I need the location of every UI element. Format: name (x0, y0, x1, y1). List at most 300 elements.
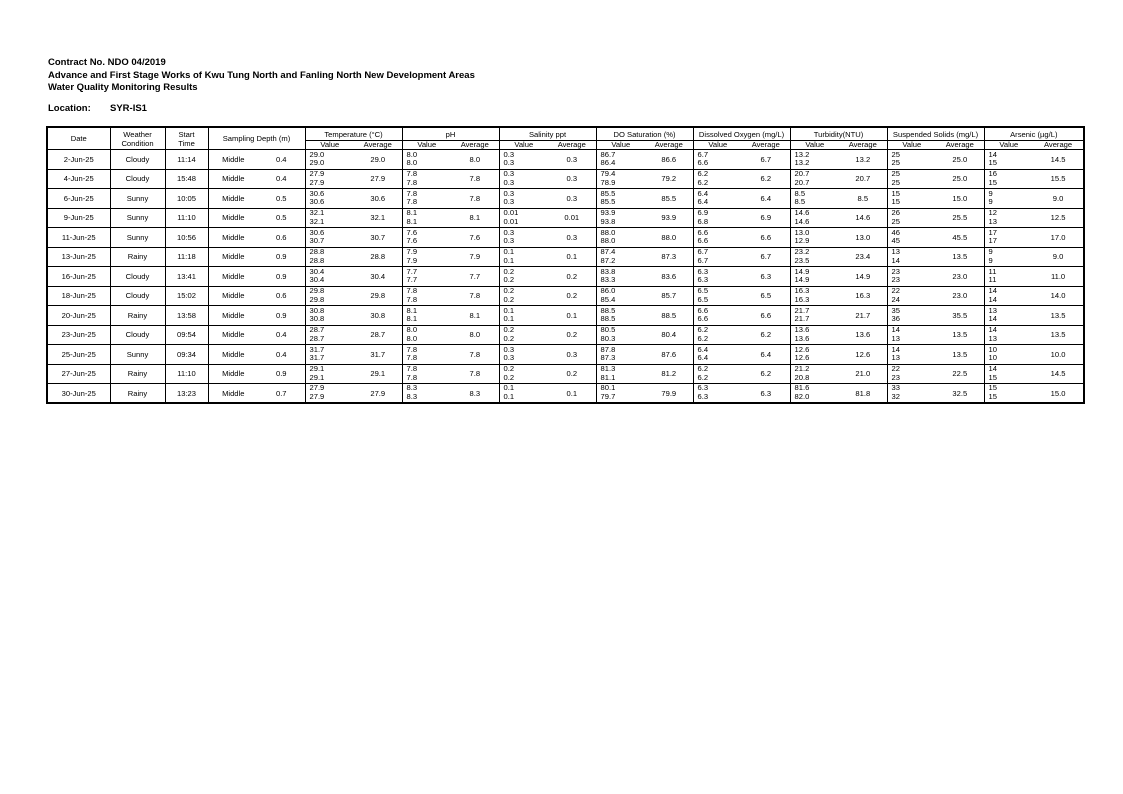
value-reading-1: 12 (988, 208, 997, 218)
average-cell: 0.01 (548, 208, 596, 228)
value-reading-1: 88.5 (600, 305, 616, 315)
depth-label-cell: Middle (222, 349, 245, 359)
value-reading-1: 7.8 (406, 286, 418, 296)
table-row (47, 228, 1084, 248)
value-reading-2: 0.1 (503, 314, 515, 324)
value-reading-2: 7.8 (406, 197, 418, 207)
depth-cell: 0.4 (258, 325, 305, 345)
value-cell (402, 189, 451, 209)
value-cell (305, 247, 354, 267)
average-cell: 87.3 (645, 247, 693, 267)
average-cell: 0.1 (548, 306, 596, 326)
value-cell (887, 228, 936, 248)
value-reading-2: 8.0 (406, 333, 418, 343)
date-cell: 27-Jun-25 (47, 364, 110, 384)
table-row (47, 150, 1084, 170)
value-reading-1: 31.7 (309, 344, 325, 354)
weather-cell: Rainy (110, 306, 165, 326)
value-reading-1: 0.3 (503, 227, 515, 237)
average-cell: 81.2 (645, 364, 693, 384)
value-cell (305, 150, 354, 170)
value-reading-2: 11 (988, 275, 997, 285)
value-reading-2: 15 (988, 392, 997, 401)
value-cell (790, 306, 839, 326)
value-reading-1: 26 (891, 208, 900, 218)
depth-label-cell: Middle (222, 252, 245, 262)
param-header: Dissolved Oxygen (mg/L) (693, 127, 790, 141)
value-reading-2: 6.8 (697, 216, 709, 226)
depth-cell: 0.9 (258, 364, 305, 384)
average-cell: 31.7 (354, 345, 402, 365)
value-cell (984, 169, 1033, 189)
value-reading-2: 45 (891, 236, 900, 246)
average-cell: 13.5 (936, 325, 984, 345)
value-subheader: Value (984, 141, 1033, 150)
value-reading-1: 8.1 (406, 208, 418, 218)
value-reading-2: 23.5 (794, 255, 810, 265)
value-reading-1: 6.3 (697, 383, 709, 393)
average-cell: 14.5 (1050, 154, 1066, 164)
value-cell (984, 267, 1033, 287)
table-row (47, 247, 1084, 267)
value-reading-2: 93.8 (600, 216, 616, 226)
param-header: Arsenic (µg/L) (984, 127, 1084, 141)
value-reading-2: 15 (988, 177, 997, 187)
average-cell: 30.7 (354, 228, 402, 248)
value-reading-1: 30.6 (309, 188, 325, 198)
value-reading-1: 13 (988, 305, 997, 315)
value-reading-2: 31.7 (309, 353, 325, 363)
value-cell (887, 364, 936, 384)
value-cell (984, 306, 1033, 326)
value-cell (499, 306, 548, 326)
value-reading-1: 14 (988, 149, 997, 159)
value-reading-2: 0.3 (503, 158, 515, 168)
value-reading-2: 0.3 (503, 236, 515, 246)
weather-cell: Rainy (110, 247, 165, 267)
start-time-cell: 11:14 (165, 150, 208, 170)
average-cell: 7.8 (451, 364, 499, 384)
value-cell (693, 364, 742, 384)
value-reading-1: 6.5 (697, 286, 709, 296)
average-cell: 8.0 (451, 150, 499, 170)
value-reading-1: 13.6 (794, 325, 810, 335)
average-subheader: Average (354, 141, 402, 150)
start-time-cell: 09:54 (165, 325, 208, 345)
value-reading-1: 13.2 (794, 149, 810, 159)
value-reading-1: 8.5 (794, 188, 806, 198)
average-cell: 29.0 (354, 150, 402, 170)
value-reading-1: 17 (988, 227, 997, 237)
average-cell: 25.0 (936, 169, 984, 189)
value-reading-1: 87.4 (600, 247, 616, 257)
average-cell: 6.4 (742, 345, 790, 365)
depth-label-cell: Middle (222, 271, 245, 281)
value-reading-2: 80.3 (600, 333, 616, 343)
value-cell (984, 364, 1033, 384)
value-reading-1: 6.7 (697, 247, 709, 257)
value-reading-2: 20.8 (794, 372, 810, 382)
depth-label-cell: Middle (222, 330, 245, 340)
value-reading-1: 21.2 (794, 364, 810, 374)
table-row (47, 306, 1084, 326)
value-cell (402, 228, 451, 248)
value-reading-1: 33 (891, 383, 900, 393)
average-cell: 7.8 (451, 189, 499, 209)
average-cell: 87.6 (645, 345, 693, 365)
value-reading-2: 8.5 (794, 197, 806, 207)
depth-label-cell: Middle (222, 291, 245, 301)
value-reading-2: 13 (891, 333, 900, 343)
depth-label-cell: Middle (222, 369, 245, 379)
value-reading-2: 85.5 (600, 197, 616, 207)
param-header: DO Saturation (%) (596, 127, 693, 141)
value-cell (596, 364, 645, 384)
value-reading-2: 0.3 (503, 353, 515, 363)
value-reading-2: 6.5 (697, 294, 709, 304)
value-cell (984, 208, 1033, 228)
value-cell (887, 384, 936, 404)
weather-cell: Cloudy (110, 325, 165, 345)
value-reading-1: 7.8 (406, 344, 418, 354)
value-cell (596, 325, 645, 345)
depth-cell: 0.4 (258, 169, 305, 189)
date-cell: 25-Jun-25 (47, 345, 110, 365)
weather-cell: Sunny (110, 228, 165, 248)
value-reading-1: 28.7 (309, 325, 325, 335)
value-reading-2: 6.3 (697, 392, 709, 401)
depth-cell: 0.6 (258, 286, 305, 306)
value-reading-2: 83.3 (600, 275, 616, 285)
weather-cell: Rainy (110, 364, 165, 384)
average-cell: 8.1 (451, 306, 499, 326)
value-cell (499, 325, 548, 345)
value-cell (596, 169, 645, 189)
value-reading-2: 6.2 (697, 333, 709, 343)
value-reading-1: 20.7 (794, 169, 810, 179)
value-reading-2: 12.6 (794, 353, 810, 363)
value-reading-2: 78.9 (600, 177, 616, 187)
value-reading-1: 13.0 (794, 227, 810, 237)
value-reading-1: 79.4 (600, 169, 616, 179)
average-cell: 0.2 (548, 325, 596, 345)
start-time-cell: 11:18 (165, 247, 208, 267)
value-cell (693, 189, 742, 209)
value-reading-1: 0.3 (503, 344, 515, 354)
value-reading-1: 7.8 (406, 188, 418, 198)
average-cell: 32.5 (936, 384, 984, 404)
value-reading-1: 6.7 (697, 149, 709, 159)
depth-cell: 0.9 (258, 267, 305, 287)
average-cell: 14.5 (1050, 369, 1066, 379)
value-reading-2: 29.0 (309, 158, 325, 168)
value-reading-1: 14.9 (794, 266, 810, 276)
value-reading-1: 9 (988, 188, 993, 198)
value-reading-2: 13 (988, 216, 997, 226)
value-reading-1: 12.6 (794, 344, 810, 354)
value-reading-2: 82.0 (794, 392, 810, 401)
average-cell: 27.9 (354, 384, 402, 404)
value-reading-2: 0.3 (503, 177, 515, 187)
value-reading-2: 15 (988, 372, 997, 382)
value-reading-2: 17 (988, 236, 997, 246)
value-cell (499, 208, 548, 228)
average-cell: 6.3 (742, 267, 790, 287)
value-reading-2: 15 (988, 158, 997, 168)
value-cell (499, 286, 548, 306)
value-cell (887, 169, 936, 189)
depth-label-cell: Middle (222, 388, 245, 398)
average-cell: 9.0 (1052, 193, 1064, 203)
value-cell (887, 306, 936, 326)
value-cell (305, 208, 354, 228)
value-reading-2: 28.7 (309, 333, 325, 343)
value-reading-2: 27.9 (309, 177, 325, 187)
average-cell: 21.7 (839, 306, 887, 326)
average-cell: 0.3 (548, 169, 596, 189)
value-cell (305, 325, 354, 345)
average-cell: 79.9 (645, 384, 693, 404)
value-cell (984, 150, 1033, 170)
value-reading-2: 6.4 (697, 197, 709, 207)
value-reading-2: 14 (891, 255, 900, 265)
value-cell (790, 364, 839, 384)
average-subheader: Average (742, 141, 790, 150)
value-cell (402, 150, 451, 170)
value-reading-1: 8.3 (406, 383, 418, 393)
date-cell: 11-Jun-25 (47, 228, 110, 248)
value-reading-2: 87.3 (600, 353, 616, 363)
average-cell: 35.5 (936, 306, 984, 326)
value-reading-2: 13.6 (794, 333, 810, 343)
value-reading-1: 25 (891, 169, 900, 179)
value-reading-1: 8.0 (406, 325, 418, 335)
average-cell: 10.0 (1050, 349, 1066, 359)
value-cell (693, 247, 742, 267)
value-reading-2: 10 (988, 353, 997, 363)
value-reading-2: 30.4 (309, 275, 325, 285)
value-cell (790, 169, 839, 189)
value-cell (693, 169, 742, 189)
value-cell (499, 247, 548, 267)
value-cell (402, 345, 451, 365)
value-reading-1: 0.3 (503, 149, 515, 159)
value-cell (402, 364, 451, 384)
value-reading-1: 81.3 (600, 364, 616, 374)
average-cell: 28.8 (354, 247, 402, 267)
value-cell (693, 325, 742, 345)
average-cell: 13.5 (1050, 310, 1066, 320)
depth-cell: 0.9 (258, 306, 305, 326)
start-time-cell: 13:23 (165, 384, 208, 404)
value-reading-2: 12.9 (794, 236, 810, 246)
date-header: Date (47, 127, 110, 150)
average-cell: 20.7 (839, 169, 887, 189)
value-cell (402, 306, 451, 326)
value-reading-2: 14.6 (794, 216, 810, 226)
value-reading-1: 21.7 (794, 305, 810, 315)
value-reading-1: 6.3 (697, 266, 709, 276)
average-cell: 88.0 (645, 228, 693, 248)
contract-number: Contract No. NDO 04/2019 (48, 57, 166, 68)
start-time-cell: 10:05 (165, 189, 208, 209)
value-reading-1: 0.1 (503, 383, 515, 393)
average-subheader: Average (1033, 141, 1084, 150)
value-reading-1: 15 (988, 383, 997, 393)
average-cell: 14.6 (839, 208, 887, 228)
average-cell: 17.0 (1050, 232, 1066, 242)
value-cell (402, 384, 451, 404)
date-cell: 6-Jun-25 (47, 189, 110, 209)
value-reading-1: 22 (891, 364, 900, 374)
average-cell: 6.3 (742, 384, 790, 404)
average-cell: 85.7 (645, 286, 693, 306)
average-cell: 11.0 (1050, 271, 1066, 281)
average-cell: 16.3 (839, 286, 887, 306)
average-cell: 13.5 (936, 247, 984, 267)
average-cell: 0.2 (548, 364, 596, 384)
value-cell (499, 384, 548, 404)
value-subheader: Value (499, 141, 548, 150)
depth-cell: 0.4 (258, 345, 305, 365)
start-time-cell: 13:41 (165, 267, 208, 287)
average-cell: 86.6 (645, 150, 693, 170)
date-cell: 13-Jun-25 (47, 247, 110, 267)
value-reading-2: 14.9 (794, 275, 810, 285)
date-cell: 16-Jun-25 (47, 267, 110, 287)
depth-cell: 0.9 (258, 247, 305, 267)
average-cell: 0.3 (548, 150, 596, 170)
value-reading-2: 0.2 (503, 275, 515, 285)
value-reading-2: 30.8 (309, 314, 325, 324)
value-reading-2: 86.4 (600, 158, 616, 168)
value-cell (596, 267, 645, 287)
start-time-header: Start Time (165, 127, 208, 150)
average-subheader: Average (548, 141, 596, 150)
value-cell (402, 169, 451, 189)
value-cell (499, 189, 548, 209)
value-reading-2: 13 (988, 333, 997, 343)
value-cell (887, 150, 936, 170)
weather-cell: Sunny (110, 208, 165, 228)
value-reading-2: 29.1 (309, 372, 325, 382)
value-reading-1: 7.6 (406, 227, 418, 237)
average-cell: 0.1 (548, 384, 596, 404)
average-subheader: Average (451, 141, 499, 150)
average-cell: 9.0 (1052, 252, 1064, 262)
value-cell (305, 169, 354, 189)
value-reading-1: 87.8 (600, 344, 616, 354)
value-reading-2: 32 (891, 392, 900, 401)
value-reading-1: 86.0 (600, 286, 616, 296)
date-cell: 18-Jun-25 (47, 286, 110, 306)
average-cell: 81.8 (839, 384, 887, 404)
value-reading-1: 0.3 (503, 188, 515, 198)
value-cell (984, 384, 1033, 404)
average-subheader: Average (936, 141, 984, 150)
value-reading-1: 0.3 (503, 169, 515, 179)
value-reading-1: 88.0 (600, 227, 616, 237)
value-reading-1: 15 (891, 188, 900, 198)
start-time-cell: 09:34 (165, 345, 208, 365)
value-cell (596, 228, 645, 248)
value-reading-1: 86.7 (600, 149, 616, 159)
value-cell (596, 286, 645, 306)
average-cell: 0.3 (548, 228, 596, 248)
value-reading-2: 30.6 (309, 197, 325, 207)
start-time-cell: 13:58 (165, 306, 208, 326)
value-cell (305, 384, 354, 404)
average-cell: 15.5 (1050, 174, 1066, 184)
param-header: Suspended Solids (mg/L) (887, 127, 984, 141)
average-subheader: Average (645, 141, 693, 150)
value-reading-1: 83.8 (600, 266, 616, 276)
depth-label-cell: Middle (222, 193, 245, 203)
average-cell: 8.3 (451, 384, 499, 404)
average-cell: 0.2 (548, 267, 596, 287)
average-cell: 14.9 (839, 267, 887, 287)
value-reading-1: 6.2 (697, 325, 709, 335)
value-reading-2: 81.1 (600, 372, 616, 382)
value-reading-2: 6.7 (697, 255, 709, 265)
average-cell: 6.7 (742, 150, 790, 170)
depth-cell: 0.4 (258, 150, 305, 170)
value-reading-1: 35 (891, 305, 900, 315)
value-cell (887, 267, 936, 287)
value-subheader: Value (693, 141, 742, 150)
value-reading-2: 0.2 (503, 372, 515, 382)
value-cell (984, 228, 1033, 248)
value-cell (596, 208, 645, 228)
value-reading-1: 27.9 (309, 383, 325, 393)
average-cell: 6.5 (742, 286, 790, 306)
value-cell (887, 345, 936, 365)
average-cell: 29.1 (354, 364, 402, 384)
average-cell: 6.2 (742, 169, 790, 189)
average-cell: 25.5 (936, 208, 984, 228)
average-cell: 13.0 (839, 228, 887, 248)
value-reading-2: 6.6 (697, 314, 709, 324)
average-cell: 80.4 (645, 325, 693, 345)
value-cell (499, 150, 548, 170)
value-reading-1: 0.2 (503, 325, 515, 335)
value-reading-1: 14 (988, 325, 997, 335)
value-reading-2: 25 (891, 158, 900, 168)
value-cell (596, 150, 645, 170)
value-cell (402, 208, 451, 228)
value-reading-1: 0.2 (503, 286, 515, 296)
depth-label-cell: Middle (222, 232, 245, 242)
average-cell: 7.9 (451, 247, 499, 267)
average-cell: 83.6 (645, 267, 693, 287)
value-reading-1: 16.3 (794, 286, 810, 296)
average-cell: 29.8 (354, 286, 402, 306)
value-cell (693, 286, 742, 306)
start-time-cell: 10:56 (165, 228, 208, 248)
value-cell (887, 247, 936, 267)
average-cell: 6.6 (742, 228, 790, 248)
value-reading-1: 22 (891, 286, 900, 296)
average-cell: 6.4 (742, 189, 790, 209)
table-row (47, 169, 1084, 189)
weather-cell: Sunny (110, 189, 165, 209)
param-header: Temperature (°C) (305, 127, 402, 141)
location-line (48, 103, 147, 114)
value-reading-2: 7.9 (406, 255, 418, 265)
value-reading-2: 27.9 (309, 392, 325, 401)
weather-cell: Cloudy (110, 169, 165, 189)
value-reading-1: 9 (988, 247, 993, 257)
